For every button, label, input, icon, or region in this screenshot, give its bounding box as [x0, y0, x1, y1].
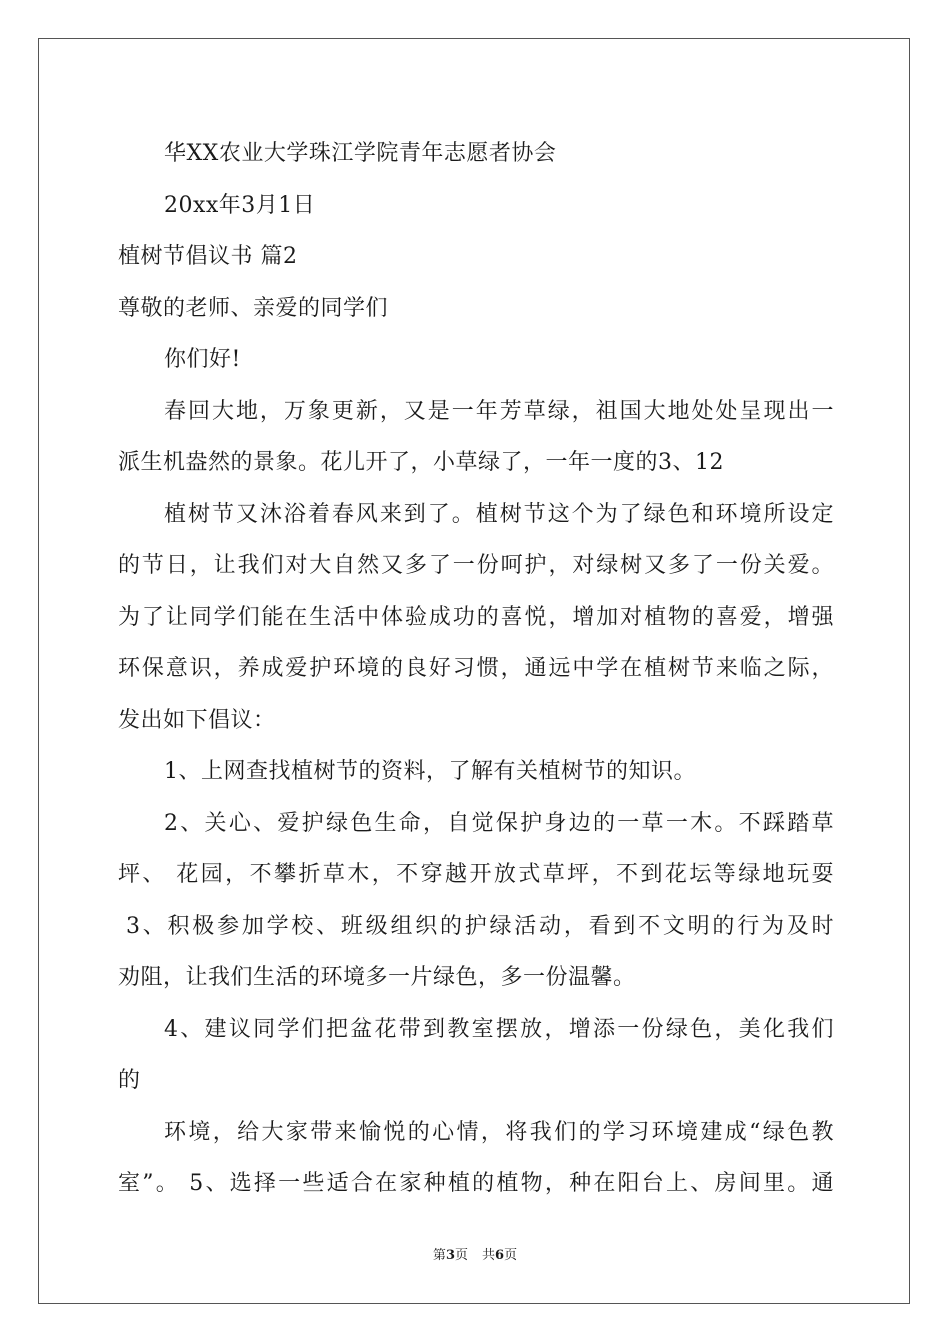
paragraph-line: 植树节又沐浴着春风来到了。植树节这个为了绿色和环境所设定 [164, 501, 834, 527]
footer-page-unit: 页 [454, 1248, 468, 1263]
current-page-number: 3 [445, 1248, 455, 1263]
salutation: 尊敬的老师、亲爱的同学们 [118, 295, 389, 321]
proposal-item: 2、关心、爱护绿色生命，自觉保护身边的一草一木。不踩踏草 [164, 810, 834, 836]
paragraph-line: 的节日，让我们对大自然又多了一份呵护，对绿树又多了一份关爱。 [118, 553, 834, 578]
paragraph-line: 春回大地，万象更新，又是一年芳草绿，祖国大地处处呈现出一 [164, 398, 834, 424]
organization-signature: 华XX农业大学珠江学院青年志愿者协会 [164, 141, 557, 166]
paragraph-line: 发出如下倡议： [118, 707, 276, 733]
paragraph-line: 环保意识，养成爱护环境的良好习惯，通远中学在植树节来临之际， [118, 656, 834, 681]
paragraph-line: 劝阻，让我们生活的环境多一片绿色，多一份温馨。 [118, 965, 636, 990]
signature-date: 20xx年3月1日 [164, 192, 316, 218]
footer-prefix: 第 [432, 1248, 446, 1263]
proposal-item: 1、上网查找植树节的资料，了解有关植树节的知识。 [164, 759, 696, 784]
paragraph-line: 为了让同学们能在生活中体验成功的喜悦，增加对植物的喜爱，增强 [118, 604, 834, 630]
paragraph-line: 环境，给大家带来愉悦的心情，将我们的学习环境建成“绿色教 [164, 1119, 834, 1145]
paragraph-line: 派生机盎然的景象。花儿开了，小草绿了，一年一度的3、12 [118, 450, 724, 475]
proposal-item: 4、建议同学们把盆花带到教室摆放，增添一份绿色，美化我们 [164, 1016, 834, 1042]
page-footer [0, 1244, 950, 1263]
footer-total-unit: 页 [504, 1248, 518, 1263]
paragraph-line: 室”。 5、选择一些适合在家种植的植物，种在阳台上、房间里。通 [118, 1171, 834, 1196]
paragraph-line: 坪、 花园，不攀折草木，不穿越开放式草坪，不到花坛等绿地玩耍 [118, 862, 834, 887]
document-body [118, 128, 834, 1210]
paragraph-line: 的 [118, 1068, 141, 1093]
proposal-item: 3、积极参加学校、班级组织的护绿活动，看到不文明的行为及时 [126, 913, 834, 939]
section-title: 植树节倡议书 篇2 [118, 244, 298, 269]
footer-total-prefix: 共 [482, 1248, 496, 1263]
total-page-count: 6 [495, 1248, 505, 1263]
greeting: 你们好! [164, 347, 241, 372]
